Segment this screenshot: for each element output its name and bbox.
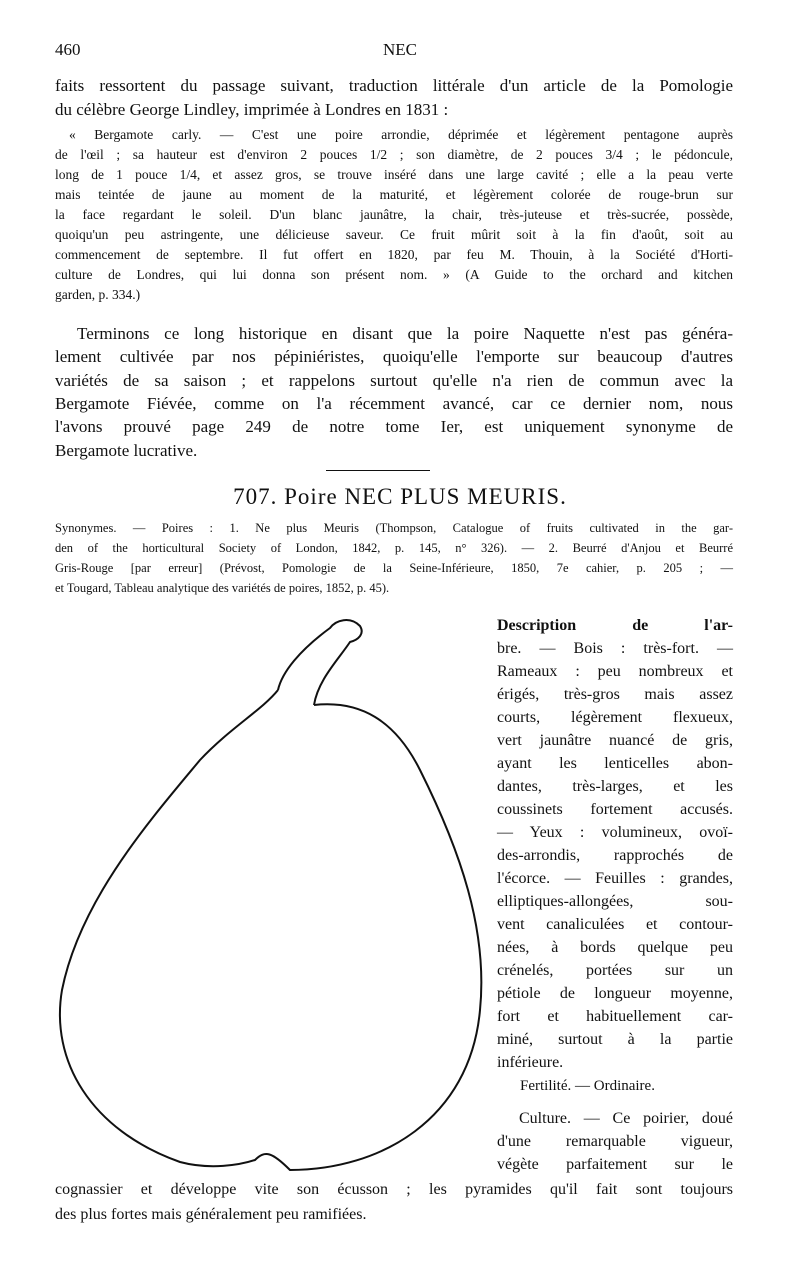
quote-line: long de 1 pouce 1/4, et assez gros, se trouve inséré dans une large cavité ; elle a la peau verte (55, 167, 733, 182)
paragraph-line: variétés de sa saison ; et rappelons surtout qu'elle n'a rien de commun avec la (55, 370, 733, 390)
synonyms-line: Gris-Rouge [par erreur] (Prévost, Pomologie de la Seine-Inférieure, 1850, 7e cahier, p. 205 ; — (55, 561, 733, 575)
description-line: Rameaux : peu nombreux et (497, 663, 733, 680)
quote-line: quoiqu'un peu astringente, une délicieuse saveur. Ce fruit mûrit soit à la fin d'août, soit au (55, 227, 733, 242)
closing-line: des plus fortes mais généralement peu ramifiées. (55, 1206, 367, 1223)
culture-line: Culture. — Ce poirier, doué (519, 1110, 733, 1127)
paragraph-line: l'avons prouvé page 249 de notre tome Ier, est uniquement synonyme de (55, 417, 733, 437)
description-line: des-arrondis, rapprochés de (497, 847, 733, 864)
description-line: crénelés, portées sur un (497, 962, 733, 979)
pear-stem (278, 620, 362, 705)
description-line: — Yeux : volumineux, ovoï- (497, 824, 733, 841)
description-line: fort et habituellement car- (497, 1008, 733, 1025)
quote-line: « Bergamote carly. — C'est une poire arrondie, déprimée et légèrement pentagone auprès (69, 127, 733, 142)
quote-line: de l'œil ; sa hauteur est d'environ 2 pouces 1/2 ; son diamètre, de 2 pouces 3/4 ; le pédoncule, (55, 147, 733, 162)
description-line: Description de l'ar- (497, 617, 733, 634)
paragraph-line: du célèbre George Lindley, imprimée à Londres en 1831 : (55, 100, 449, 119)
quote-line: la face regardant le soleil. D'un blanc jaunâtre, la chair, très-juteuse et très-sucrée, possède, (55, 207, 733, 222)
description-line: érigés, très-gros mais assez (497, 686, 733, 703)
section-title: 707. Poire NEC PLUS MEURIS. (233, 484, 567, 509)
quote-line: commencement de septembre. Il fut offert en 1820, par feu M. Thouin, à la Société d'Horti- (55, 247, 733, 262)
running-title: NEC (383, 40, 417, 59)
description-line: courts, légèrement flexueux, (497, 709, 733, 726)
description-line: l'écorce. — Feuilles : grandes, (497, 870, 733, 887)
paragraph-line: lement cultivée par nos pépiniéristes, quoiqu'elle l'emporte sur beaucoup d'autres (55, 347, 733, 367)
culture-line: végète parfaitement sur le (497, 1156, 733, 1173)
description-line: dantes, très-larges, et les (497, 778, 733, 795)
description-line: ayant les lenticelles abon- (497, 755, 733, 772)
description-line: vert jaunâtre nuancé de gris, (497, 732, 733, 749)
description-line: elliptiques-allongées, sou- (497, 893, 733, 910)
description-line: inférieure. (497, 1054, 564, 1071)
description-line: pétiole de longueur moyenne, (497, 985, 733, 1002)
quote-line: culture de Londres, qui lui donna son présent nom. » (A Guide to the orchard and kitchen (55, 267, 733, 282)
quote-line: mais teintée de jaune au moment de la maturité, et légèrement colorée de rouge-brun sur (55, 187, 733, 202)
synonyms-line: et Tougard, Tableau analytique des variétés de poires, 1852, p. 45). (55, 581, 390, 595)
paragraph-line: Bergamote Fiévée, comme on l'a récemment avancé, car ce dernier nom, nous (55, 393, 733, 413)
paragraph-line: faits ressortent du passage suivant, traduction littérale d'un article de la Pomologie (55, 76, 733, 95)
quote-line: garden, p. 334.) (55, 287, 141, 302)
paragraph-line: Terminons ce long historique en disant que la poire Naquette n'est pas généra- (77, 324, 733, 343)
closing-line: cognassier et développe vite son écusson ; les pyramides qu'il fait sont toujours (55, 1181, 733, 1198)
description-line: nées, à bords quelque peu (497, 939, 733, 956)
paragraph-line: Bergamote lucrative. (55, 440, 198, 460)
fertility-line: Fertilité. — Ordinaire. (520, 1078, 655, 1094)
synonyms-line: den of the horticultural Society of London, 1842, p. 145, n° 326). — 2. Beurré d'Anjou et Beurré (55, 541, 733, 555)
description-line: vent canaliculées et contour- (497, 916, 733, 933)
description-line: miné, surtout à la partie (497, 1031, 733, 1048)
page-number: 460 (55, 40, 81, 59)
description-line: coussinets fortement accusés. (497, 801, 733, 818)
pear-outline (60, 690, 481, 1170)
synonyms-line: Synonymes. — Poires : 1. Ne plus Meuris (Thompson, Catalogue of fruits cultivated in the gar- (55, 521, 733, 535)
culture-line: d'une remarquable vigueur, (497, 1133, 733, 1150)
description-line: bre. — Bois : très-fort. — (497, 640, 733, 657)
